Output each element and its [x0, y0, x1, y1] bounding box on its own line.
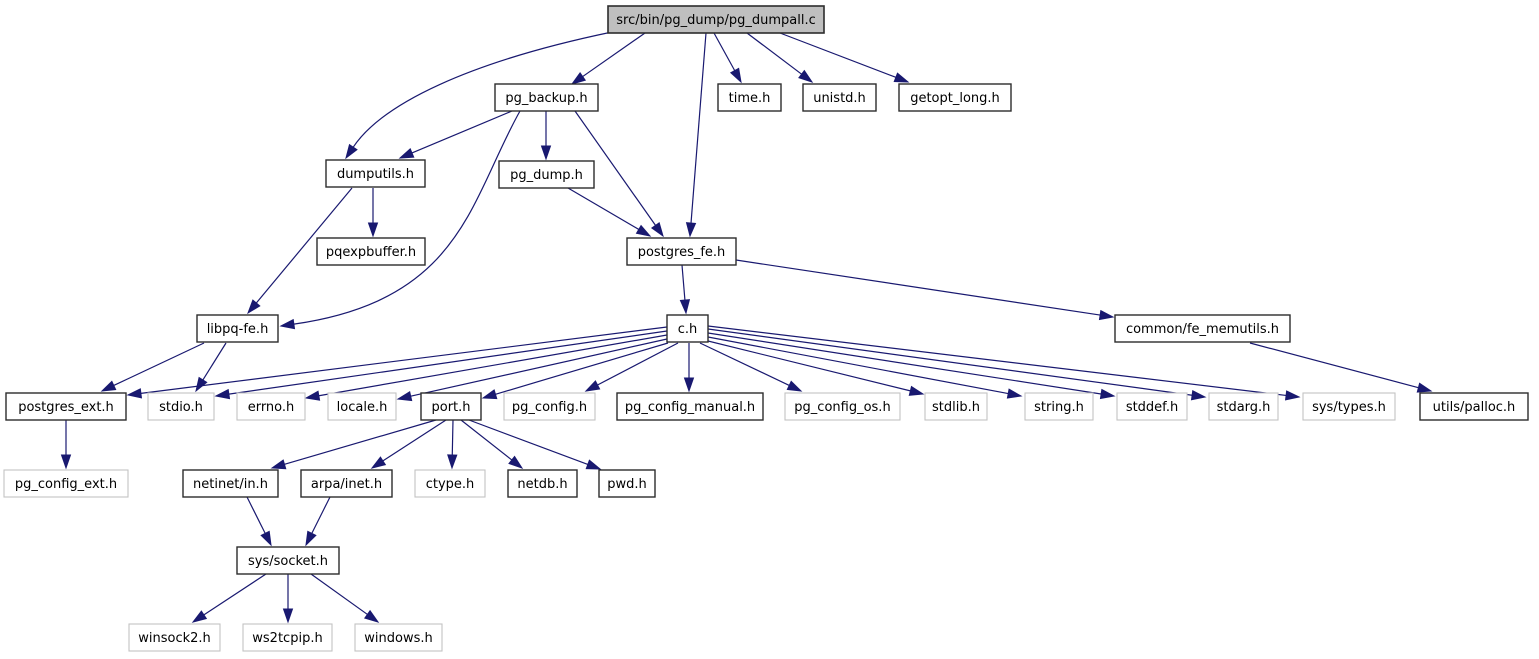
- node-label-c: c.h: [677, 322, 698, 337]
- node-label-windows: windows.h: [364, 631, 433, 646]
- edge-postgres_ext-pg_config_ext: [62, 420, 71, 468]
- node-netdb[interactable]: [508, 470, 577, 497]
- node-label-port: port.h: [431, 400, 471, 415]
- node-label-sys_types: sys/types.h: [1312, 400, 1386, 415]
- node-label-stddef: stddef.h: [1125, 400, 1179, 415]
- edge-pg_dump-postgres_fe: [568, 188, 650, 236]
- node-libpq_fe[interactable]: [197, 315, 278, 342]
- edge-root-getopt_long: [780, 33, 908, 82]
- edge-c-pg_config: [586, 343, 678, 391]
- node-label-arpa_inet: arpa/inet.h: [310, 477, 383, 492]
- node-label-fe_memutils: common/fe_memutils.h: [1125, 322, 1280, 337]
- node-label-sys_socket: sys/socket.h: [247, 554, 329, 569]
- edge-sys_socket-ws2tcpip: [284, 574, 293, 622]
- node-winsock2: [129, 624, 220, 651]
- node-label-ctype: ctype.h: [425, 477, 475, 492]
- node-label-pg_backup: pg_backup.h: [505, 91, 588, 106]
- edge-arpa_inet-sys_socket: [306, 497, 330, 545]
- nodes-layer: [4, 6, 1528, 651]
- edge-root-postgres_fe: [687, 33, 706, 236]
- node-label-libpq_fe: libpq-fe.h: [206, 322, 269, 337]
- edge-port-netinet_in: [272, 420, 436, 469]
- node-pg_config: [504, 393, 595, 420]
- node-pqexpbuffer[interactable]: [317, 238, 425, 265]
- edge-port-pwd: [469, 420, 600, 469]
- node-sys_types: [1303, 393, 1395, 420]
- edge-fe_memutils-utils_palloc: [1250, 343, 1431, 392]
- node-label-stdarg: stdarg.h: [1216, 400, 1271, 415]
- node-ctype: [415, 470, 485, 497]
- node-unistd[interactable]: [803, 84, 876, 111]
- node-label-stdlib: stdlib.h: [932, 400, 980, 415]
- node-label-unistd: unistd.h: [813, 91, 866, 106]
- node-label-pg_config_ext: pg_config_ext.h: [14, 477, 118, 492]
- node-pg_backup[interactable]: [495, 84, 598, 111]
- edge-libpq_fe-postgres_ext: [102, 343, 204, 391]
- edge-port-netdb: [461, 420, 522, 468]
- node-getopt_long[interactable]: [899, 84, 1011, 111]
- edge-root-unistd: [747, 33, 812, 82]
- node-pg_config_ext: [4, 470, 128, 497]
- node-postgres_ext[interactable]: [6, 393, 126, 420]
- node-utils_palloc[interactable]: [1420, 393, 1528, 420]
- node-netinet_in[interactable]: [183, 470, 278, 497]
- edge-pg_backup-pg_dump: [542, 111, 551, 159]
- node-dumputils[interactable]: [326, 160, 425, 187]
- node-stdlib: [925, 393, 987, 420]
- edge-root-pg_backup: [572, 33, 645, 84]
- node-time[interactable]: [718, 84, 781, 111]
- node-pg_dump[interactable]: [499, 161, 594, 188]
- node-label-root: src/bin/pg_dump/pg_dumpall.c: [616, 13, 816, 28]
- node-label-pqexpbuffer: pqexpbuffer.h: [325, 245, 417, 260]
- node-stdio: [148, 393, 214, 420]
- node-postgres_fe[interactable]: [627, 238, 736, 265]
- edge-pg_backup-dumputils: [400, 111, 512, 158]
- node-label-netinet_in: netinet/in.h: [193, 477, 268, 492]
- edge-port-ctype: [448, 420, 457, 468]
- node-label-dumputils: dumputils.h: [336, 167, 415, 182]
- node-errno: [237, 393, 305, 420]
- node-label-time: time.h: [728, 91, 771, 106]
- edge-netinet_in-sys_socket: [247, 497, 271, 545]
- edge-c-string: [708, 337, 1021, 398]
- edge-postgres_fe-fe_memutils: [736, 260, 1113, 320]
- edge-sys_socket-winsock2: [193, 574, 266, 622]
- node-c[interactable]: [667, 315, 708, 342]
- node-label-pg_config_os: pg_config_os.h: [794, 400, 891, 415]
- node-label-stdio: stdio.h: [159, 400, 203, 415]
- node-label-string: string.h: [1034, 400, 1084, 415]
- node-port[interactable]: [421, 393, 481, 420]
- node-label-ws2tcpip: ws2tcpip.h: [252, 631, 323, 646]
- node-pg_config_manual[interactable]: [617, 393, 763, 420]
- node-stddef: [1117, 393, 1187, 420]
- node-root[interactable]: [608, 6, 824, 33]
- edge-postgres_fe-c: [680, 265, 689, 313]
- node-stdarg: [1209, 393, 1278, 420]
- node-windows: [355, 624, 442, 651]
- node-locale: [328, 393, 396, 420]
- node-label-postgres_ext: postgres_ext.h: [18, 400, 114, 415]
- node-ws2tcpip: [243, 624, 332, 651]
- edge-dumputils-pqexpbuffer: [369, 188, 378, 236]
- node-pg_config_os: [785, 393, 900, 420]
- edge-c-errno: [306, 335, 667, 400]
- node-label-pwd: pwd.h: [607, 477, 647, 492]
- node-label-utils_palloc: utils/palloc.h: [1432, 400, 1516, 415]
- edge-root-time: [714, 33, 741, 82]
- node-label-pg_config: pg_config.h: [511, 400, 588, 415]
- node-label-pg_dump: pg_dump.h: [510, 168, 583, 183]
- node-string: [1025, 393, 1093, 420]
- node-label-locale: locale.h: [336, 400, 388, 415]
- node-arpa_inet[interactable]: [301, 470, 392, 497]
- node-fe_memutils[interactable]: [1115, 315, 1290, 342]
- node-label-errno: errno.h: [247, 400, 295, 415]
- node-label-netdb: netdb.h: [517, 477, 568, 492]
- edge-c-pg_config_manual: [685, 343, 694, 391]
- node-pwd[interactable]: [599, 470, 655, 497]
- node-sys_socket[interactable]: [237, 547, 339, 574]
- node-label-postgres_fe: postgres_fe.h: [637, 245, 726, 260]
- node-label-getopt_long: getopt_long.h: [910, 91, 1000, 106]
- edge-port-arpa_inet: [372, 420, 446, 468]
- edge-pg_backup-libpq_fe: [281, 111, 520, 329]
- node-label-winsock2: winsock2.h: [138, 631, 211, 646]
- edge-c-pg_config_os: [700, 343, 801, 391]
- node-label-pg_config_manual: pg_config_manual.h: [624, 400, 756, 415]
- edge-sys_socket-windows: [311, 574, 378, 622]
